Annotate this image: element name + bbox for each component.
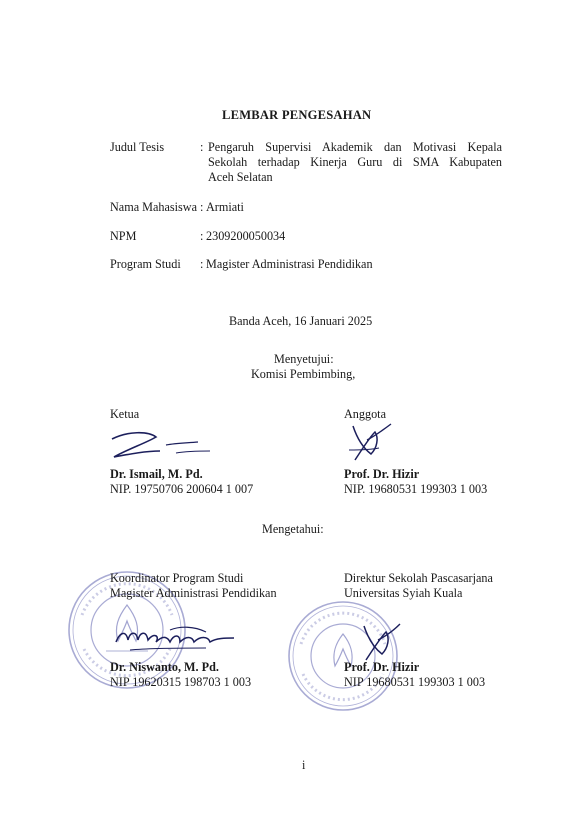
supervisor-left-nip: NIP. 19750706 200604 1 007 xyxy=(110,482,254,496)
signature-ismail-icon xyxy=(108,427,218,467)
approve-line-2: Komisi Pembimbing, xyxy=(251,367,356,381)
approve-line-1: Menyetujui: xyxy=(274,352,334,366)
prodi-sep: : xyxy=(200,257,204,271)
judul-line-3: Aceh Selatan xyxy=(208,170,273,184)
nama-value: Armiati xyxy=(206,200,244,214)
page-title: LEMBAR PENGESAHAN xyxy=(222,108,372,122)
official-left-nip: NIP 19620315 198703 1 003 xyxy=(110,675,252,689)
page-number: i xyxy=(302,758,306,772)
signature-hizir-1-icon xyxy=(345,420,395,466)
supervisor-left-role: Ketua xyxy=(110,407,140,421)
supervisor-right-name: Prof. Dr. Hizir xyxy=(344,467,420,481)
npm-label: NPM xyxy=(110,229,137,243)
judul-line-1: Pengaruh Supervisi Akademik dan Motivasi Kepala xyxy=(208,140,502,154)
prodi-value: Magister Administrasi Pendidikan xyxy=(206,257,373,271)
signature-niswanto-icon xyxy=(110,618,240,658)
judul-sep: : xyxy=(200,140,204,154)
official-left-title-1: Koordinator Program Studi xyxy=(110,571,244,585)
official-right-name: Prof. Dr. Hizir xyxy=(344,660,420,674)
official-right-nip: NIP 19680531 199303 1 003 xyxy=(344,675,486,689)
nama-label: Nama Mahasiswa xyxy=(110,200,197,214)
supervisor-right-nip: NIP. 19680531 199303 1 003 xyxy=(344,482,488,496)
supervisor-left-name: Dr. Ismail, M. Pd. xyxy=(110,467,203,481)
acknowledge-label: Mengetahui: xyxy=(262,522,324,536)
supervisor-right-role: Anggota xyxy=(344,407,386,421)
judul-line-2: Sekolah terhadap Kinerja Guru di SMA Kabupaten xyxy=(208,155,502,169)
official-left-name: Dr. Niswanto, M. Pd. xyxy=(110,660,219,674)
official-left-title-2: Magister Administrasi Pendidikan xyxy=(110,586,277,600)
nama-sep: : xyxy=(200,200,204,214)
prodi-label: Program Studi xyxy=(110,257,181,271)
judul-label: Judul Tesis xyxy=(110,140,165,154)
npm-sep: : xyxy=(200,229,204,243)
official-right-title-2: Universitas Syiah Kuala xyxy=(344,586,463,600)
npm-value: 2309200050034 xyxy=(206,229,286,243)
official-right-title-1: Direktur Sekolah Pascasarjana xyxy=(344,571,493,585)
place-date: Banda Aceh, 16 Januari 2025 xyxy=(229,314,373,328)
